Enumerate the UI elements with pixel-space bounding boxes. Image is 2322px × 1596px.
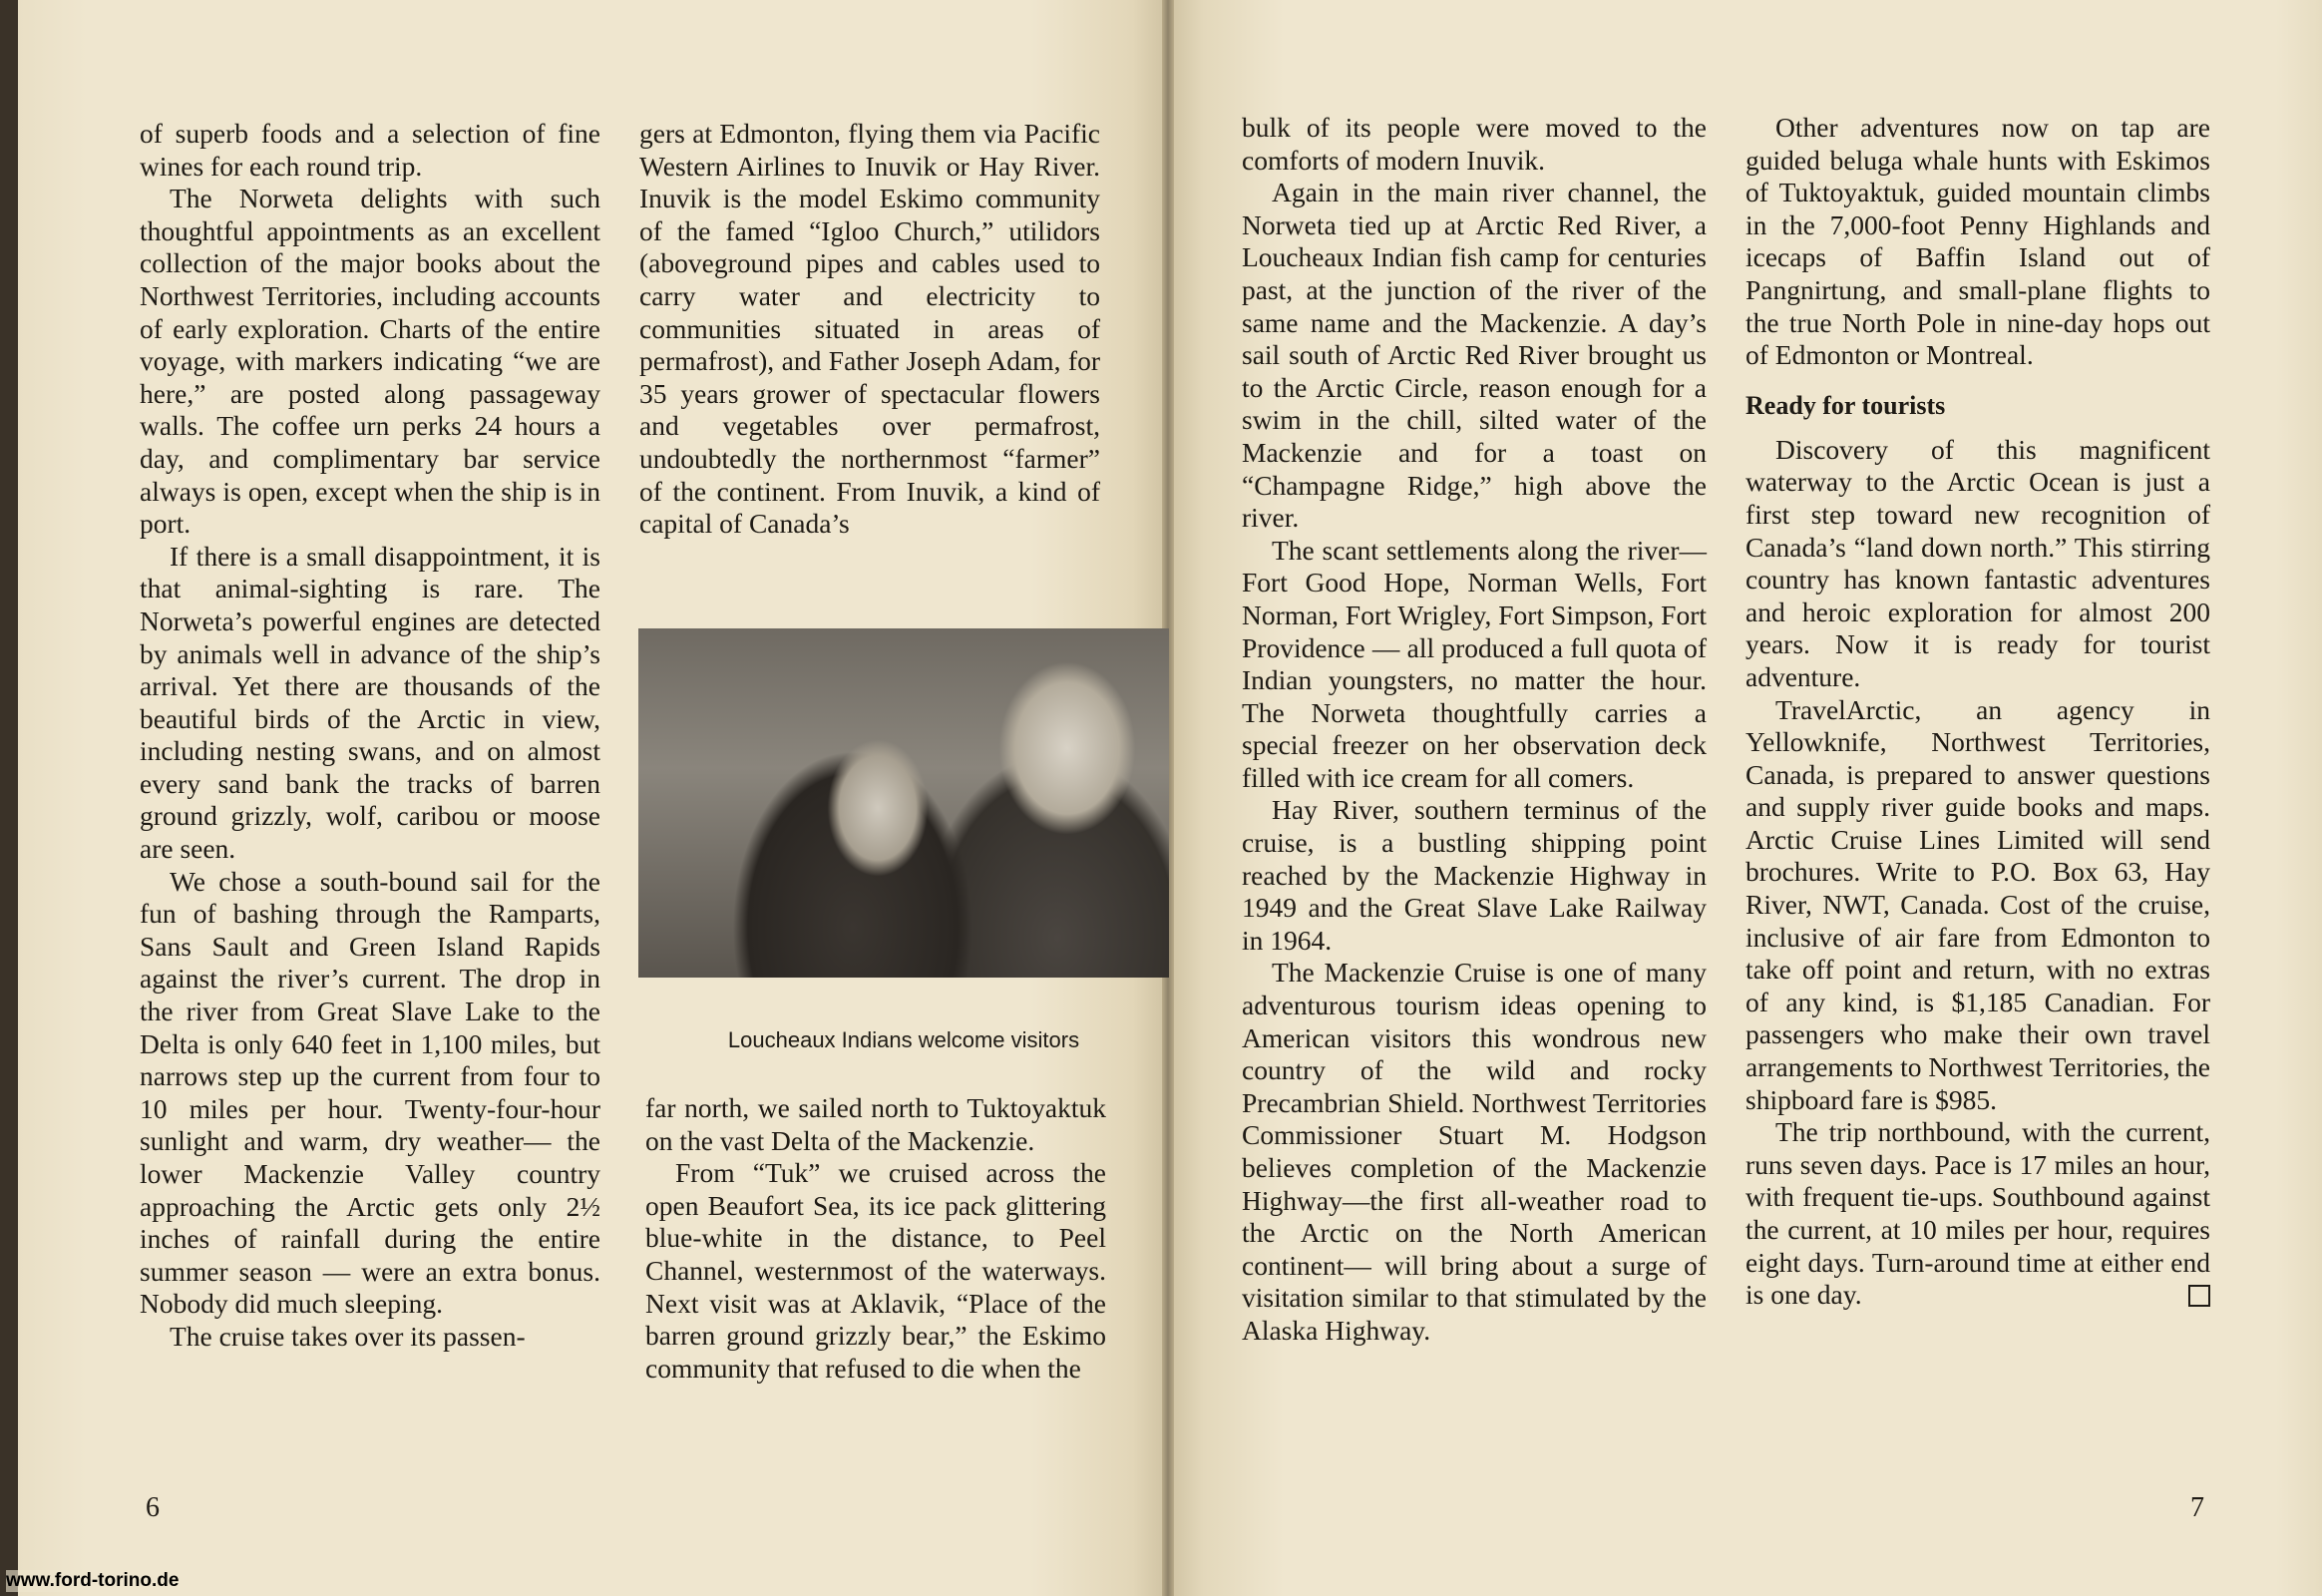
loucheaux-women-photo <box>638 628 1169 978</box>
column-3 <box>1242 112 1707 1348</box>
page-number-right: 7 <box>2190 1492 2204 1523</box>
paragraph: Again in the main river channel, the Norweta tied up at Arctic Red River, a Loucheaux Indian fish camp for centuries past, at the junction of the river of the same name and the Mackenzie. A day’s sail south of Arctic Red River brought us to the Arctic Circle, reason enough for a swim in the chill, silted water of the Mackenzie and for a toast on “Champagne Ridge,” high above the river. <box>1242 177 1707 534</box>
column-2-bottom <box>645 1092 1106 1385</box>
page-number-left: 6 <box>146 1492 160 1523</box>
paragraph: of superb foods and a selection of fine wines for each round trip. <box>140 118 600 182</box>
paragraph: The Mackenzie Cruise is one of many adventurous tourism ideas opening to American visitors this wondrous new country of the wild and rocky Precambrian Shield. Northwest Territories Commissioner Stuart M. Hodgson believes completion of the Mackenzie Highway—the first all-weather road to the Arctic on the North American continent— will bring about a surge of visitation similar to that stimulated by the Alaska Highway. <box>1242 957 1707 1346</box>
end-mark-icon <box>2188 1285 2210 1307</box>
paragraph: The scant settlements along the river—Fort Good Hope, Norman Wells, Fort Norman, Fort Wrigley, Fort Simpson, Fort Providence — all produced a full quota of Indian youngsters, no matter the hour. The Norweta thoughtfully carries a special freezer on her observation deck filled with ice cream for all comers. <box>1242 534 1707 793</box>
paragraph: far north, we sailed north to Tuktoyaktuk on the vast Delta of the Mackenzie. <box>645 1092 1106 1156</box>
paragraph: Hay River, southern terminus of the cruise, is a bustling shipping point reached by the Mackenzie Highway in 1949 and the Great Slave Lake Railway in 1964. <box>1242 794 1707 956</box>
paragraph: If there is a small disappointment, it is that animal-sighting is rare. The Norweta’s powerful engines are detected by animals well in advance of the ship’s arrival. Yet there are thousands of the beautiful birds of the Arctic in view, including nesting swans, and on almost every sand bank the tracks of barren ground grizzly, wolf, caribou or moose are seen. <box>140 540 600 865</box>
column-1 <box>140 118 600 1354</box>
subhead: Ready for tourists <box>1745 390 1946 420</box>
paragraph: Discovery of this magnificent waterway to the Arctic Ocean is just a first step toward new recognition of Canada’s “land down north.” This stirring country has known fantastic adventures and heroic exploration for almost 200 years. Now it is ready for tourist adventure. <box>1745 433 2210 692</box>
paragraph: From “Tuk” we cruised across the open Beaufort Sea, its ice pack glittering blue-white in the distance, to Peel Channel, westernmost of the waterways. Next visit was at Aklavik, “Place of the barren ground grizzly bear,” the Eskimo community that refused to die when the <box>645 1157 1106 1384</box>
column-2-top <box>639 118 1100 541</box>
column-4 <box>1745 112 2210 1312</box>
paragraph: TravelArctic, an agency in Yellowknife, Northwest Territories, Canada, is prepared to answer questions and supply river guide books and maps. Arctic Cruise Lines Limited will send brochures. Write to P.O. Box 63, Hay River, NWT, Canada. Cost of the cruise, inclusive of air fare from Edmonton to take off point and return, with no extras of any kind, is $1,185 Canadian. For passengers who make their own travel arrangements to Northwest Territories, the shipboard fare is $985. <box>1745 693 2210 1115</box>
watermark: www.ford-torino.de <box>6 1570 180 1591</box>
paragraph: We chose a south-bound sail for the fun of bashing through the Ramparts, Sans Sault and Green Island Rapids against the river’s current. The drop in the river from Great Slave Lake to the Delta is only 640 feet in 1,100 miles, but narrows step up the current from four to 10 miles per hour. Twenty-four-hour sunlight and warm, dry weather— the lower Mackenzie Valley country approaching the Arctic gets only 2½ inches of rainfall during the entire summer season — were an extra bonus. Nobody did much sleeping. <box>140 865 600 1320</box>
photo-caption: Loucheaux Indians welcome visitors <box>727 1027 1080 1052</box>
paragraph: gers at Edmonton, flying them via Pacific Western Airlines to Inuvik or Hay River. Inuvik is the model Eskimo community of the famed “Igloo Church,” utilidors (aboveground pipes and cables used to carry water and electricity to communities situated in areas of permafrost), and Father Joseph Adam, for 35 years grower of spectacular flowers and vegetables over permafrost, undoubtedly the northernmost “farmer” of the continent. From Inuvik, a kind of capital of Canada’s <box>639 118 1100 540</box>
paragraph: The Norweta delights with such thoughtful appointments as an excellent collection of the major books about the Northwest Territories, including accounts of early exploration. Charts of the entire voyage, with markers indicating “we are here,” are posted along passageway walls. The coffee urn perks 24 hours a day, and complimentary bar service always is open, except when the ship is in port. <box>140 183 600 540</box>
paragraph-text: The trip northbound, with the current, runs seven days. Pace is 17 miles an hour, with frequent tie-ups. Southbound against the current, at 10 miles per hour, requires eight days. Turn-around time at either end is one day. <box>1745 1116 2210 1311</box>
paragraph: bulk of its people were moved to the comforts of modern Inuvik. <box>1242 112 1707 176</box>
paragraph <box>1745 1116 2210 1312</box>
paragraph: The cruise takes over its passen- <box>170 1320 526 1352</box>
paragraph: Other adventures now on tap are guided beluga whale hunts with Eskimos of Tuktoyaktuk, guided mountain climbs in the 7,000-foot Penny Highlands and icecaps of Baffin Island out of Pangnirtung, and small-plane flights to the true North Pole in nine-day hops out of Edmonton or Montreal. <box>1745 112 2210 371</box>
